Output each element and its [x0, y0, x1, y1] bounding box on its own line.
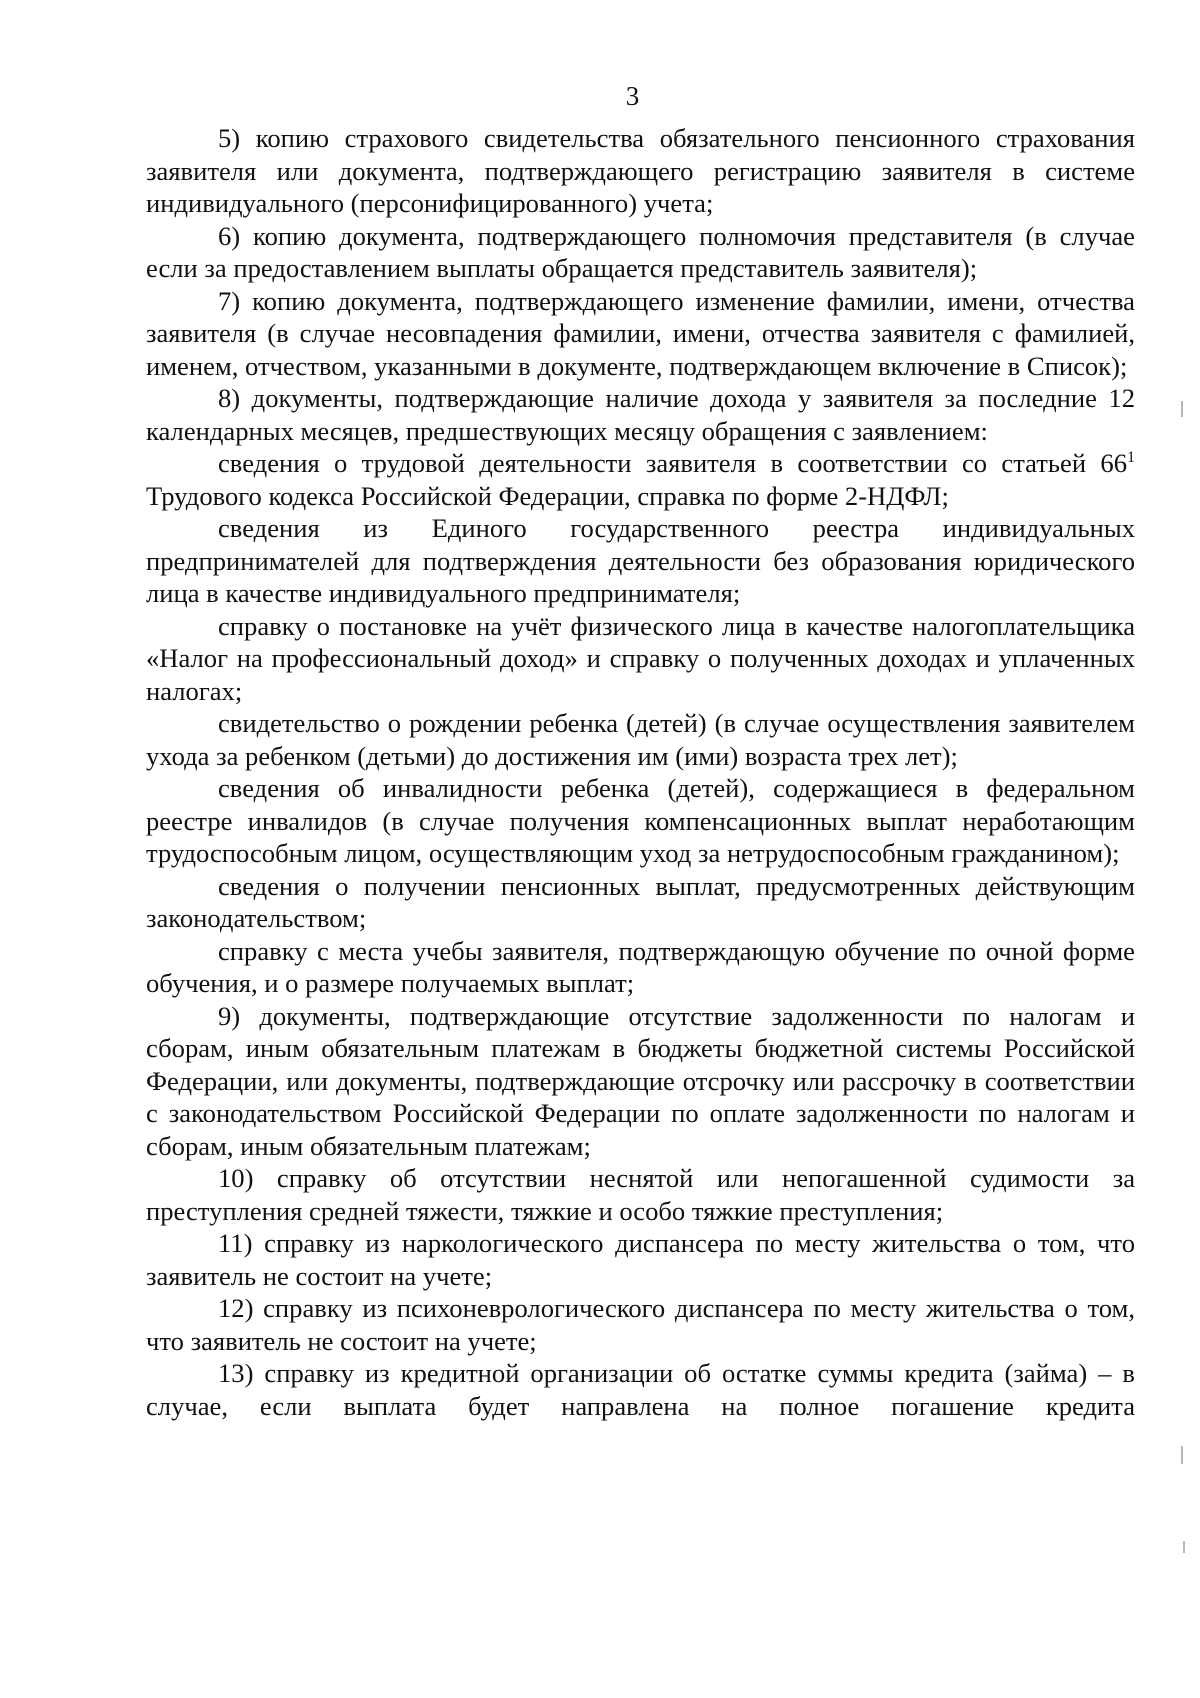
document-body: [146, 122, 1135, 1422]
paragraph-item-7: 7) копию документа, подтверждающего изменение фамилии, имени, отчества заявителя (в случае несовпадения фамилии, имени, отчества заявителя с фамилией, именем, отчеством, указанными в документе, подтверждающем включение в Список);: [146, 285, 1135, 381]
paragraph-item-5: 5) копию страхового свидетельства обязательного пенсионного страхования заявителя или документа, подтверждающего регистрацию заявителя в системе индивидуального (персонифицированного) учета;: [146, 123, 1135, 218]
paragraph-disability-info: сведения об инвалидности ребенка (детей), содержащиеся в федеральном реестре инвалидов (в случае получения компенсационных выплат неработающим трудоспособным лицом, осуществляющим уход за нетрудоспособным гражданином);: [146, 773, 1135, 868]
paragraph-item-12: 12) справку из психоневрологического диспансера по месту жительства о том, что заявитель не состоит на учете;: [146, 1293, 1135, 1356]
paragraph-item-13: 13) справку из кредитной организации об остатке суммы кредита (займа) – в случае, если выплата будет направлена на полное погашение кредита: [146, 1358, 1135, 1421]
paragraph-pension-info: сведения о получении пенсионных выплат, предусмотренных действующим законодательством;: [146, 870, 1135, 933]
paragraph-birth-certificate: свидетельство о рождении ребенка (детей) (в случае осуществления заявителем ухода за ребенком (детьми) до достижения им (ими) возраста трех лет);: [146, 708, 1135, 771]
paragraph-item-9: 9) документы, подтверждающие отсутствие задолженности по налогам и сборам, иным обязательным платежам в бюджеты бюджетной системы Российской Федерации, или документы, подтверждающие отсрочку или рассрочку в соответствии с законодательством Российской Федерации по оплате задолженности по налогам и сборам, иным обязательным платежам;: [146, 1000, 1135, 1161]
article-superscript: 1: [1127, 449, 1135, 467]
paragraph-item-10: 10) справку об отсутствии неснятой или непогашенной судимости за преступления средней тяжести, тяжкие и особо тяжкие преступления;: [146, 1163, 1135, 1226]
paragraph-item-6: 6) копию документа, подтверждающего полномочия представителя (в случае если за предоставлением выплаты обращается представитель заявителя);: [146, 220, 1135, 283]
paragraph-study-certificate: справку с места учебы заявителя, подтверждающую обучение по очной форме обучения, и о размере получаемых выплат;: [146, 935, 1135, 998]
page-number: 3: [625, 81, 640, 111]
scan-artifact-mark: [1183, 1541, 1185, 1553]
paragraph-labor-activity-info: [146, 447, 1135, 512]
paragraph-text-after: Трудового кодекса Российской Федерации, справка по форме 2-НДФЛ;: [146, 480, 949, 511]
scan-artifact-mark: [1181, 1446, 1183, 1464]
paragraph-entrepreneur-registry: сведения из Единого государственного реестра индивидуальных предпринимателей для подтверждения деятельности без образования юридического лица в качестве индивидуального предпринимателя;: [146, 513, 1135, 608]
paragraph-self-employed-certificate: справку о постановке на учёт физического лица в качестве налогоплательщика «Налог на профессиональный доход» и справку о полученных доходах и уплаченных налогах;: [146, 610, 1135, 706]
paragraph-text-before: сведения о трудовой деятельности заявителя в соответствии со статьей 66: [218, 448, 1127, 478]
scan-artifact-mark: [1181, 401, 1183, 417]
paragraph-item-8: 8) документы, подтверждающие наличие дохода у заявителя за последние 12 календарных месяцев, предшествующих месяцу обращения с заявлением:: [146, 383, 1135, 446]
paragraph-item-11: 11) справку из наркологического диспансера по месту жительства о том, что заявитель не состоит на учете;: [146, 1228, 1135, 1291]
